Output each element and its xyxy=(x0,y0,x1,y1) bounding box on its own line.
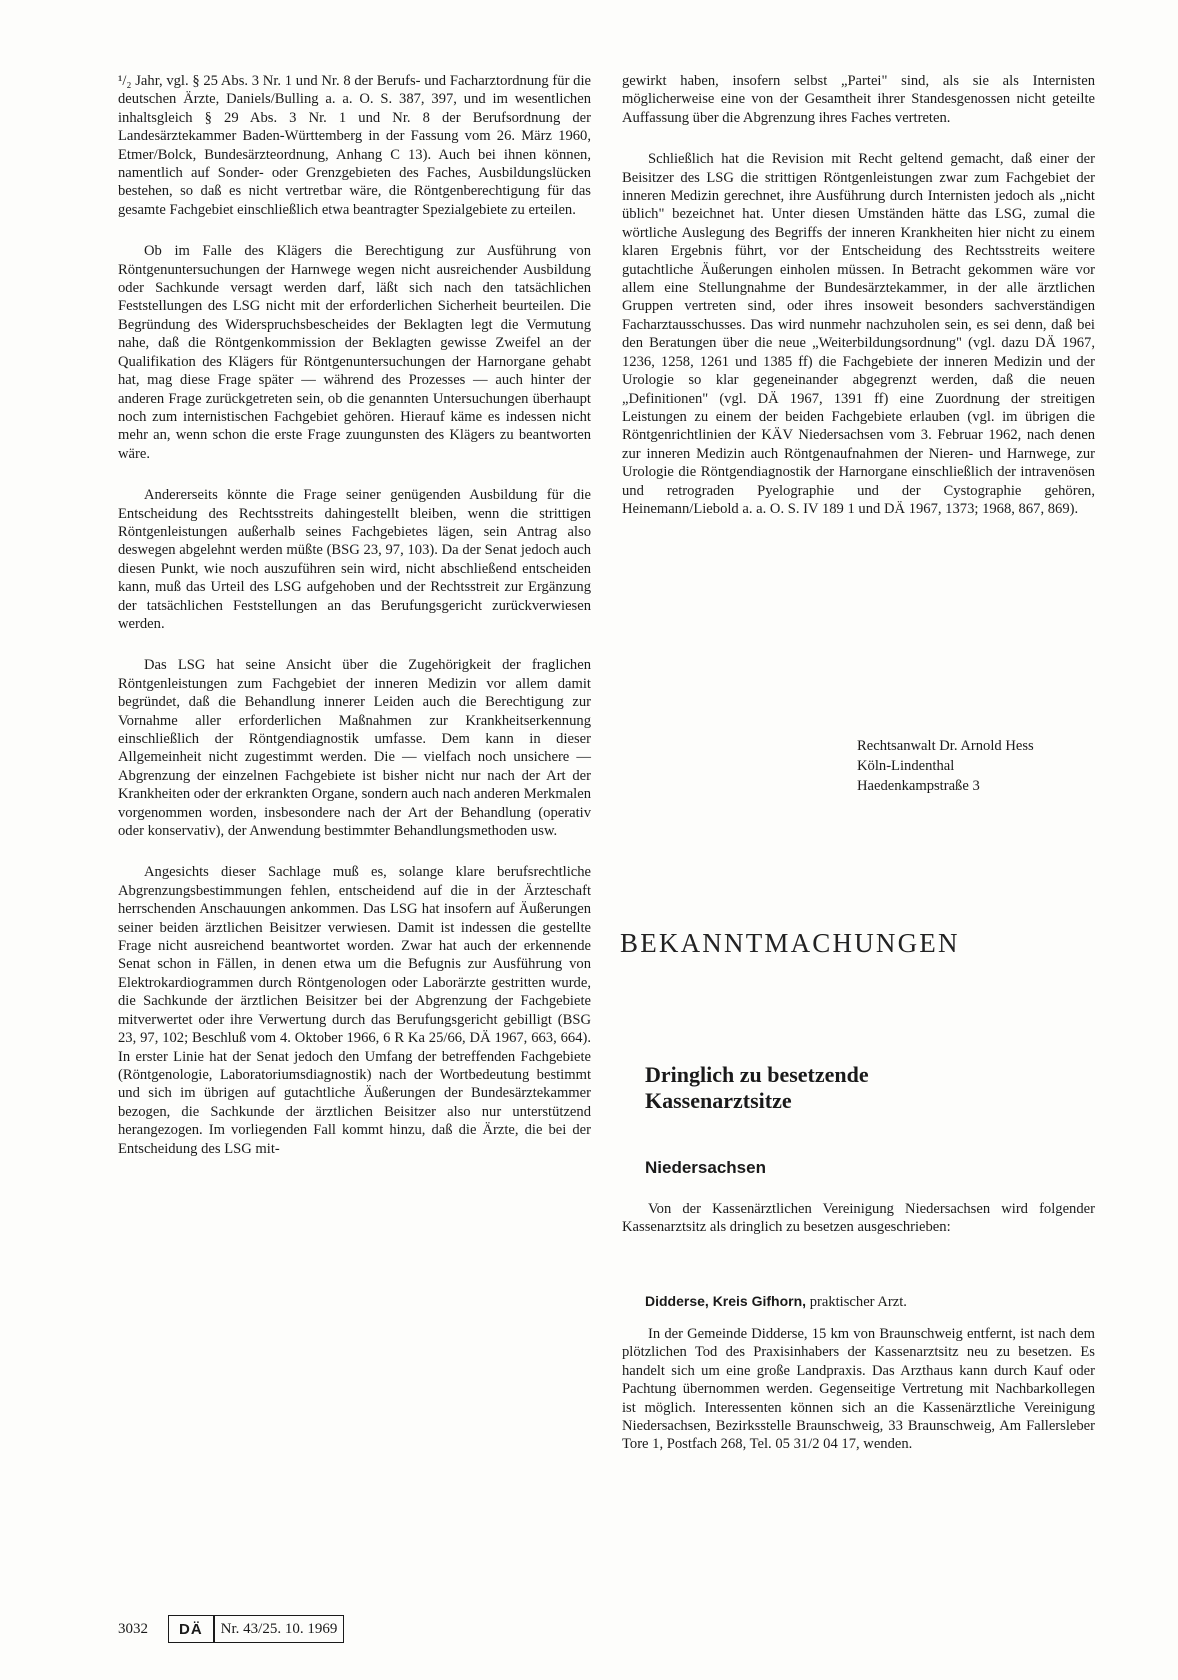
paragraph: ¹/₂ Jahr, vgl. § 25 Abs. 3 Nr. 1 und Nr. 8 der Berufs- und Facharztordnung für die deutschen Ärzte, Daniels/Bulling a. a. O. S. 387, 397, und im wesentlichen inhaltsgleich § 29 Abs. 3 Nr. 1 und Nr. 8 der Berufsordnung der Landesärztekammer Baden-Württemberg in der Fassung vom 26. März 1960, Etmer/Bolck, Bundesärzteordnung, Anhang C 13). Auch bei ihnen können, namentlich auf Sonder- oder Grenzgebieten des Faches, Ausbildungslücken bestehen, so daß es nicht vertretbar wäre, die Röntgenberechtigung für das gesamte Fachgebiet einschließlich etwa beantragter Spezialgebiete zu erteilen. xyxy=(118,73,591,218)
paragraph: gewirkt haben, insofern selbst „Partei" sind, als sie als Internisten möglicherweise eine von der Gesamtheit ihrer Standesgenossen nicht geteilte Auffassung über die Abgrenzung ihres Faches vertreten. xyxy=(622,73,1095,126)
announcement-intro xyxy=(622,1200,1095,1237)
article-title-line: Kassenarztsitze xyxy=(645,1088,792,1113)
author-city: Köln-Lindenthal xyxy=(857,758,955,774)
entry-description xyxy=(622,1325,1095,1454)
issue-label: Nr. 43/25. 10. 1969 xyxy=(220,1620,338,1637)
page-number: 3032 xyxy=(118,1620,148,1637)
region-heading: Niedersachsen xyxy=(645,1158,766,1177)
entry-place: Didderse, Kreis Gifhorn, xyxy=(645,1293,807,1309)
paragraph: Ob im Falle des Klägers die Berechtigung zur Ausführung von Röntgenuntersuchungen der Harnwege wegen nicht ausreichender Ausbildung oder Sachkunde versagt werden darf, läßt sich nach den tatsächlichen Feststellungen des LSG nicht mit der erforderlichen Sicherheit beurteilen. Die Begründung des Widerspruchsbescheides der Beklagten legt die Vermutung nahe, daß die Röntgenkommission der Beklagten gewisse Zweifel an der Qualifikation des Klägers für Röntgenuntersuchungen der Harnorgane gehabt hat, mag diese Frage später — während des Prozesses — auch hinter der anderen Frage zurückgetreten sein, ob die genannten Untersuchungen überhaupt noch zum internistischen Fachgebiet gehören. Hierauf käme es indessen nicht mehr an, wenn schon die erste Frage zuungunsten des Klägers zu beantworten wäre. xyxy=(118,243,591,462)
paragraph: Angesichts dieser Sachlage muß es, solange klare berufsrechtliche Abgrenzungsbestimmungen fehlen, entscheidend auf die in der Ärzteschaft herrschenden Anschauungen ankommen. Das LSG hat insofern auf Äußerungen seiner beiden ärztlichen Beisitzer verwiesen. Damit ist indessen die gestellte Frage nicht ausreichend beantwortet worden. Zwar hat auch der erkennende Senat schon in Fällen, in denen etwa um die Befugnis zur Ausführung von Elektrokardiogrammen durch Röntgenologen oder Laborärzte gestritten wurde, die Sachkunde der ärztlichen Beisitzer bei der Abgrenzung der Fachgebiete mitverwertet oder ihre Verwertung durch das Berufungsgericht gebilligt (BSG 23, 97, 102; Beschluß vom 4. Oktober 1966, 6 R Ka 25/66, DÄ 1967, 663, 664). In erster Linie hat der Senat jedoch den Umfang der betreffenden Fachgebiete (Röntgenologie, Laboratoriumsdiagnostik) nach der Wortbedeutung bestimmt und sich im übrigen auf gutachtliche Äußerungen der Bundesärztekammer bezogen, die Sachkunde der ärztlichen Beisitzer also nur unterstützend herangezogen. Im vorliegenden Fall kommt hinzu, daß die Ärzte, die bei der Entscheidung des LSG mit- xyxy=(118,864,591,1157)
author-name: Rechtsanwalt Dr. Arnold Hess xyxy=(857,738,1034,754)
left-column xyxy=(118,72,591,1158)
paragraph: Von der Kassenärztlichen Vereinigung Niedersachsen wird folgender Kassenarztsitz als dringlich zu besetzen ausgeschrieben: xyxy=(622,1201,1095,1236)
paragraph: In der Gemeinde Didderse, 15 km von Braunschweig entfernt, ist nach dem plötzlichen Tod des Praxisinhabers der Kassenarztsitz neu zu besetzen. Es handelt sich um eine große Landpraxis. Das Arzthaus kann durch Kauf oder Pachtung übernommen werden. Gegenseitige Vertretung mit Nachbarkollegen ist möglich. Interessenten können sich an die Kassenärztliche Vereinigung Niedersachsen, Bezirksstelle Braunschweig, 33 Braunschweig, Am Fallersleber Tore 1, Postfach 268, Tel. 05 31/2 04 17, wenden. xyxy=(622,1326,1095,1453)
entry-heading xyxy=(645,1293,907,1311)
article-title-line: Dringlich zu besetzende xyxy=(645,1062,869,1087)
paragraph: Schließlich hat die Revision mit Recht geltend gemacht, daß einer der Beisitzer des LSG die strittigen Röntgenleistungen zwar zum Fachgebiet der inneren Medizin gerechnet, ihre Ausführung durch Internisten jedoch als „nicht üblich" bezeichnet hat. Unter diesen Umständen hätte das LSG, zumal die wörtliche Auslegung des Begriffs der inneren Krankheiten hier nicht zu einem klaren Ergebnis führt, vor der Entscheidung des Rechtsstreits weitere gutachtliche Äußerungen einholen müssen. In Betracht gekommen wäre vor allem eine Stellungnahme der Bundesärztekammer, in der alle ärztlichen Gruppen vertreten sind, oder ihres insoweit besonders sachverständigen Facharztausschusses. Das wird nunmehr nachzuholen sein, es sei denn, daß bei den Beratungen über die neue „Weiterbildungsordnung" (vgl. dazu DÄ 1967, 1236, 1258, 1261 und 1385 ff) die Fachgebiete der inneren Medizin und der Urologie so klar gegeneinander abgegrenzt werden, daß die neuen „Definitionen" (vgl. DÄ 1967, 1391 ff) eine Zuordnung der streitigen Leistungen zu einem der beiden Fachgebiete erlauben (vgl. im übrigen die Röntgenrichtlinien der KÄV Niedersachsen vom 3. Februar 1962, nach denen zur inneren Medizin auch Röntgenaufnahmen der Nieren- und Harnwege, zur Urologie die Röntgendiagnostik der Harnorgane einschließlich der intravenösen und retrograden Pyelographie und der Cystographie gehören, Heinemann/Liebold a. a. O. S. IV 189 1 und DÄ 1967, 1373; 1968, 867, 869). xyxy=(622,151,1095,517)
journal-badge xyxy=(168,1615,344,1643)
entry-type: praktischer Arzt. xyxy=(806,1294,907,1310)
author-street: Haedenkampstraße 3 xyxy=(857,778,980,794)
right-column xyxy=(622,72,1095,518)
page-footer xyxy=(118,1615,344,1643)
paragraph: Andererseits könnte die Frage seiner genügenden Ausbildung für die Entscheidung des Rechtsstreits dahingestellt bleiben, wenn die strittigen Röntgenleistungen außerhalb seines Fachgebietes lägen, sein Antrag also deswegen abgelehnt werden müßte (BSG 23, 97, 103). Da der Senat jedoch auch diesen Punkt, wie noch auszuführen sein wird, nicht abschließend entscheiden kann, muß das Urteil des LSG aufgehoben und der Rechtsstreit zur Ergänzung der tatsächlichen Feststellungen an das Berufungsgericht zurückverwiesen werden. xyxy=(118,487,591,632)
paragraph: Das LSG hat seine Ansicht über die Zugehörigkeit der fraglichen Röntgenleistungen zum Fachgebiet der inneren Medizin vor allem damit begründet, daß die Behandlung innerer Leiden auch die Berechtigung zur Vornahme aller erforderlichen Maßnahmen zur Krankheitserkennung einschließlich der Röntgendiagnostik umfasse. Dem kann in dieser Allgemeinheit nicht zugestimmt werden. Die — vielfach noch unsichere — Abgrenzung der einzelnen Fachgebiete ist bisher nicht nur nach der Art der Krankheiten oder der erkrankten Organe, sondern auch nach anderen Merkmalen vorgenommen worden, insbesondere nach der Art der Behandlung (operativ oder konservativ), der Anwendung bestimmter Behandlungsmethoden usw. xyxy=(118,657,592,840)
journal-logo: DÄ xyxy=(169,1616,215,1642)
section-heading: BEKANNTMACHUNGEN xyxy=(620,928,960,958)
author-signature xyxy=(857,736,1034,796)
article-title xyxy=(645,1062,1065,1114)
